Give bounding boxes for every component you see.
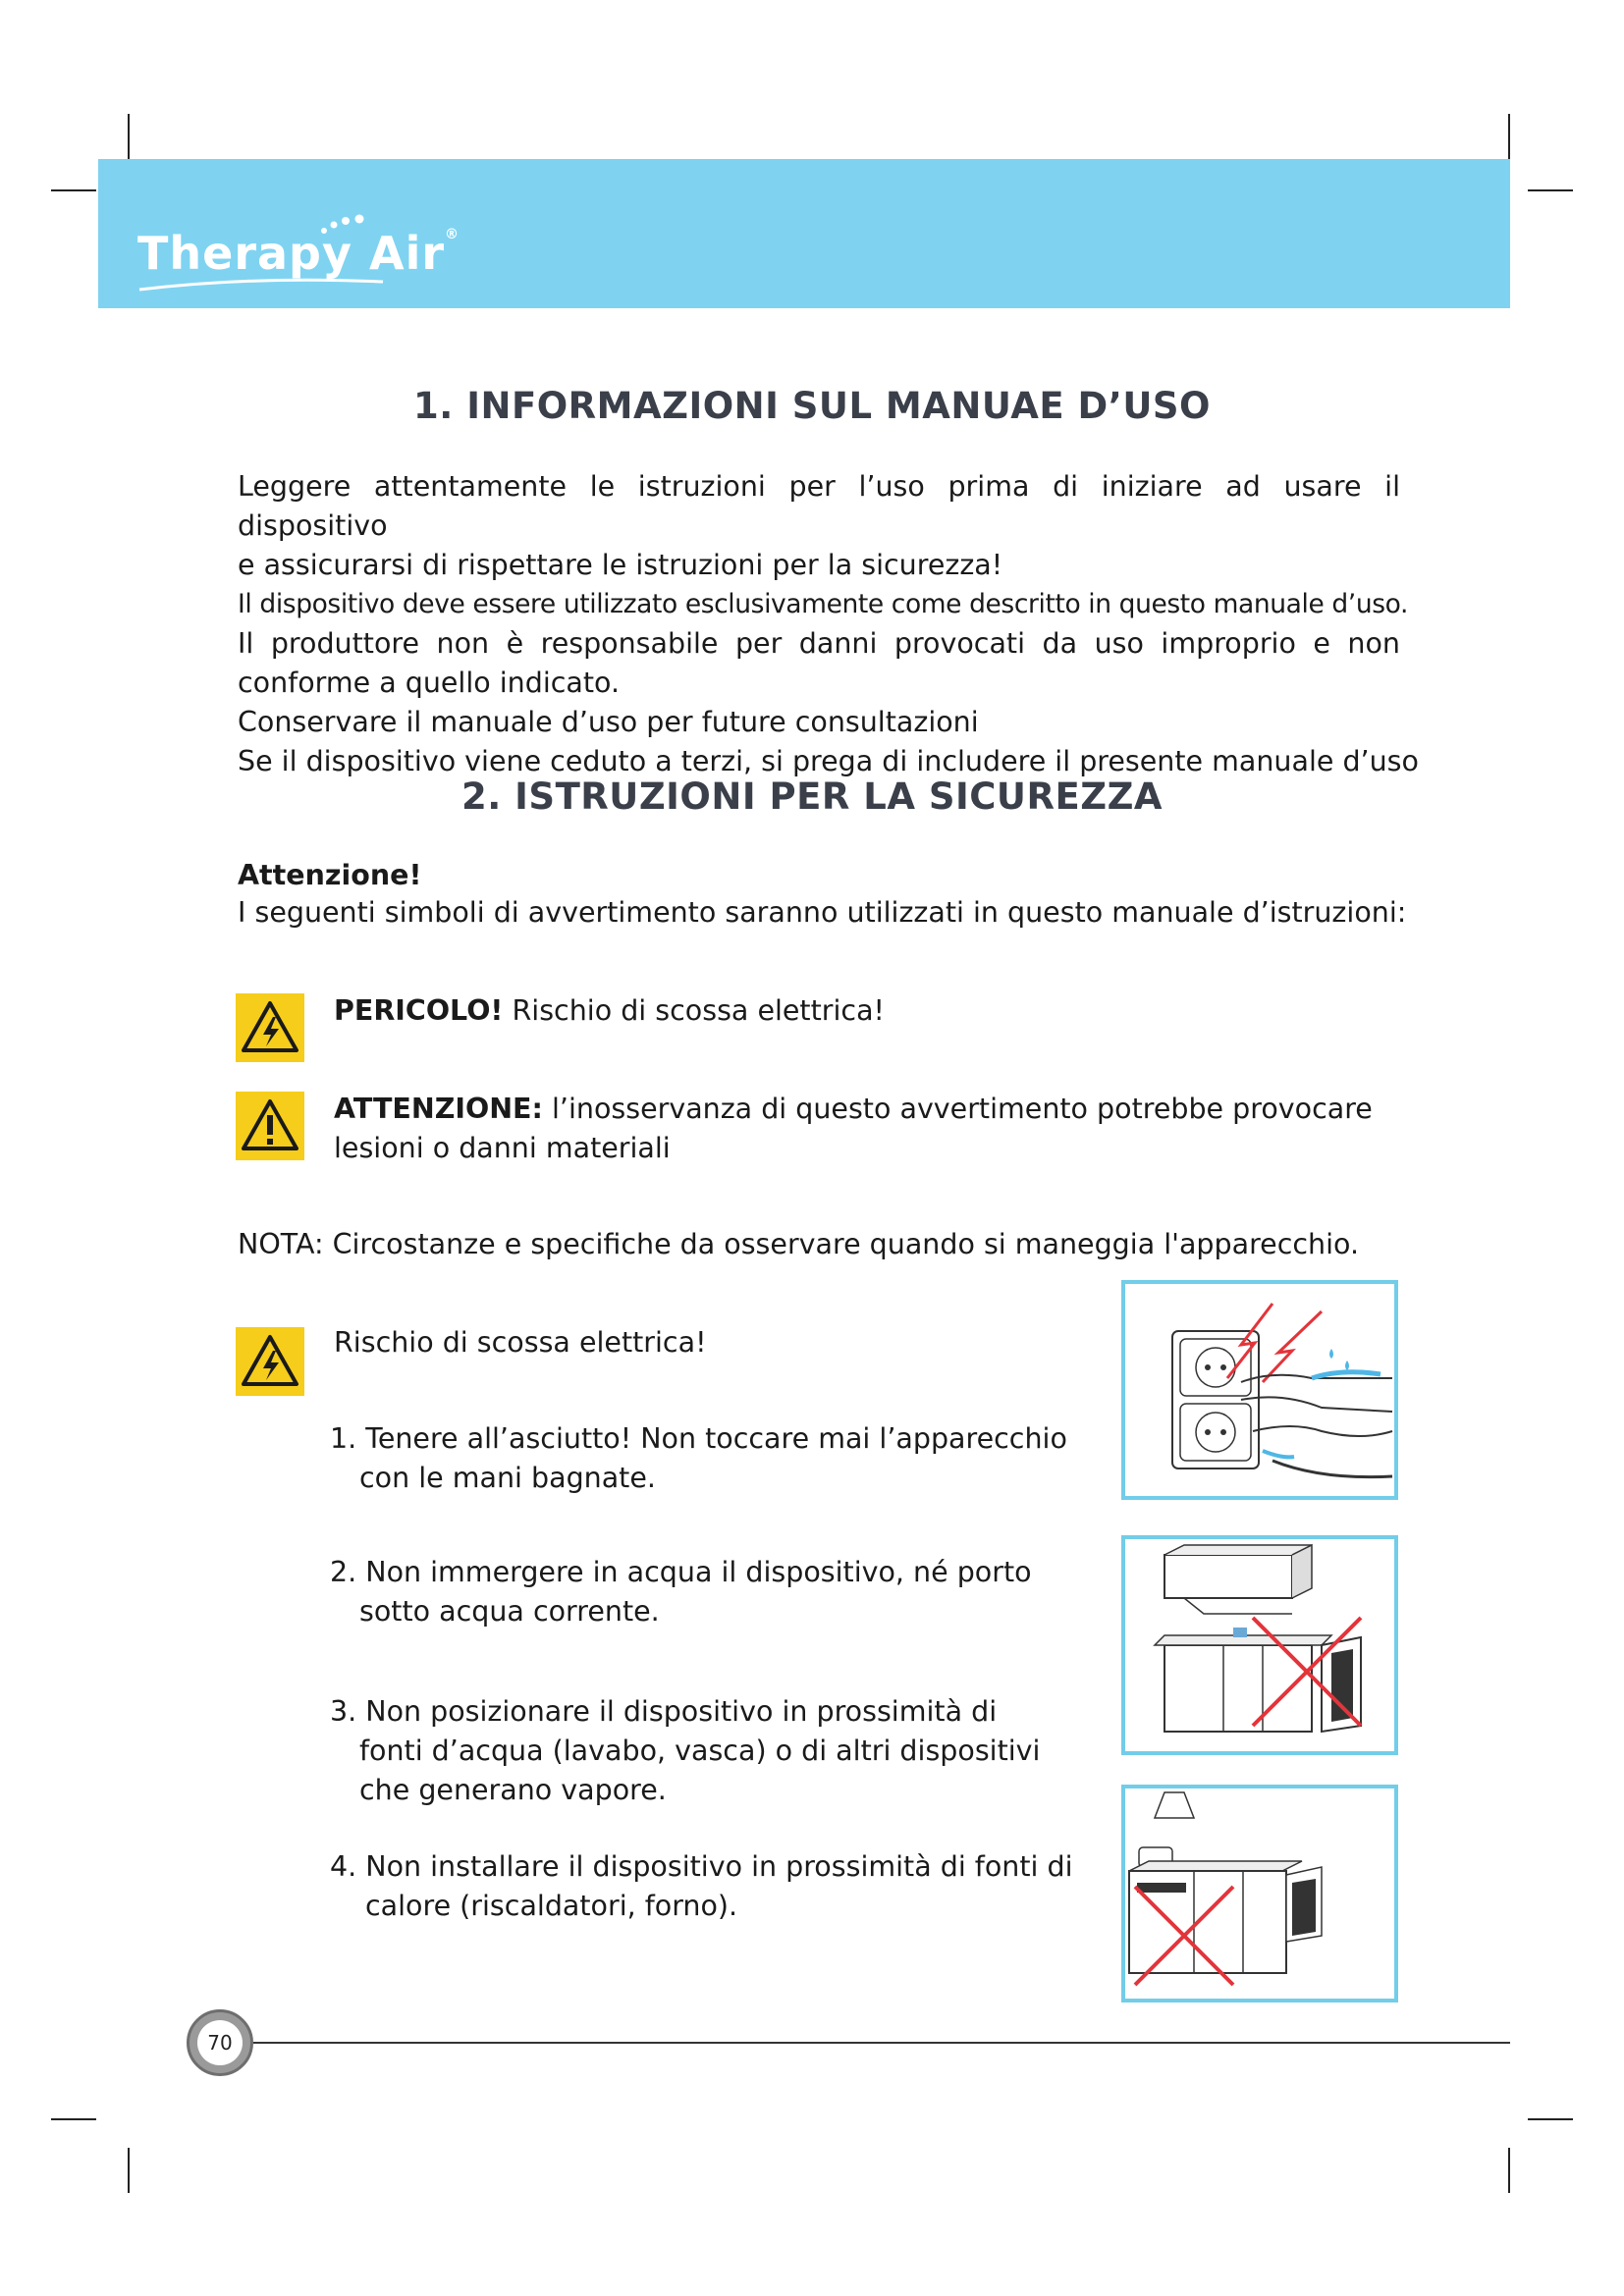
list-item: con le mani bagnate. [359,1462,656,1494]
body-line: e assicurarsi di rispettare le istruzioni per la sicurezza! [238,549,1003,581]
body-line: Il produttore non è responsabile per danni provocati da uso improprio e non [238,627,1400,660]
crop-mark [1508,2148,1510,2193]
illustration-wet-hands-socket [1121,1280,1398,1500]
attention-heading: Attenzione! [238,859,422,891]
danger-label: PERICOLO! [334,994,504,1027]
body-line: Se il dispositivo viene ceduto a terzi, si prega di includere il presente manuale d’uso [238,745,1419,777]
warning-line-2: lesioni o danni materiali [334,1132,671,1164]
warning-text: l’inosservanza di questo avvertimento potrebbe provocare [542,1093,1373,1125]
crop-mark [1528,189,1573,191]
general-warning-icon [236,1092,304,1160]
page-number-badge [187,2009,253,2076]
body-line: Leggere attentamente le istruzioni per l’uso prima di iniziare ad usare il dispositivo [238,470,1400,542]
sink-icon [1125,1539,1394,1751]
list-item: 2. Non immergere in acqua il dispositivo, né porto [330,1556,1032,1588]
section-1-body [238,467,1419,781]
warning-label: ATTENZIONE: [334,1093,543,1125]
electric-hazard-icon [236,993,304,1062]
illustration-sink [1121,1535,1398,1755]
attention-text: I seguenti simboli di avvertimento saranno utilizzati in questo manuale d’istruzioni: [238,896,1407,929]
danger-text: Rischio di scossa elettrica! [503,994,885,1027]
brand-logo [137,201,550,309]
list-item: calore (riscaldatori, forno). [365,1890,738,1922]
page-number: 70 [197,2020,243,2065]
illustration-oven [1121,1785,1398,2002]
danger-line [334,991,885,1031]
list-item: che generano vapore. [359,1774,667,1806]
list-item: 1. Tenere all’asciutto! Non toccare mai l’apparecchio [330,1422,1067,1455]
shock-heading: Rischio di scossa elettrica! [334,1326,707,1359]
section-1-title: 1. INFORMAZIONI SUL MANUAE D’USO [413,385,1211,427]
list-item: 3. Non posizionare il dispositivo in prossimità di [330,1695,998,1728]
oven-icon [1125,1789,1394,1999]
list-item: sotto acqua corrente. [359,1595,660,1628]
crop-mark [51,189,96,191]
warning-line-1 [334,1090,1373,1129]
brand-name: Therapy Air® [137,227,460,280]
crop-mark [1508,114,1510,159]
footer-rule [253,2042,1510,2044]
section-2-title: 2. ISTRUZIONI PER LA SICUREZZA [460,775,1164,818]
list-item: 4. Non installare il dispositivo in prossimità di fonti di [330,1850,1073,1883]
note-text: NOTA: Circostanze e specifiche da osservare quando si maneggia l'apparecchio. [238,1228,1360,1260]
body-line: conforme a quello indicato. [238,667,621,699]
crop-mark [1528,2118,1573,2120]
body-line: Il dispositivo deve essere utilizzato esclusivamente come descritto in questo manuale d’uso. [238,589,1409,619]
crop-mark [128,2148,130,2193]
crop-mark [51,2118,96,2120]
list-item: fonti d’acqua (lavabo, vasca) o di altri dispositivi [359,1735,1041,1767]
crop-mark [128,114,130,159]
body-line: Conservare il manuale d’uso per future consultazioni [238,706,979,738]
wet-hands-socket-icon [1125,1284,1394,1496]
electric-hazard-icon [236,1327,304,1396]
